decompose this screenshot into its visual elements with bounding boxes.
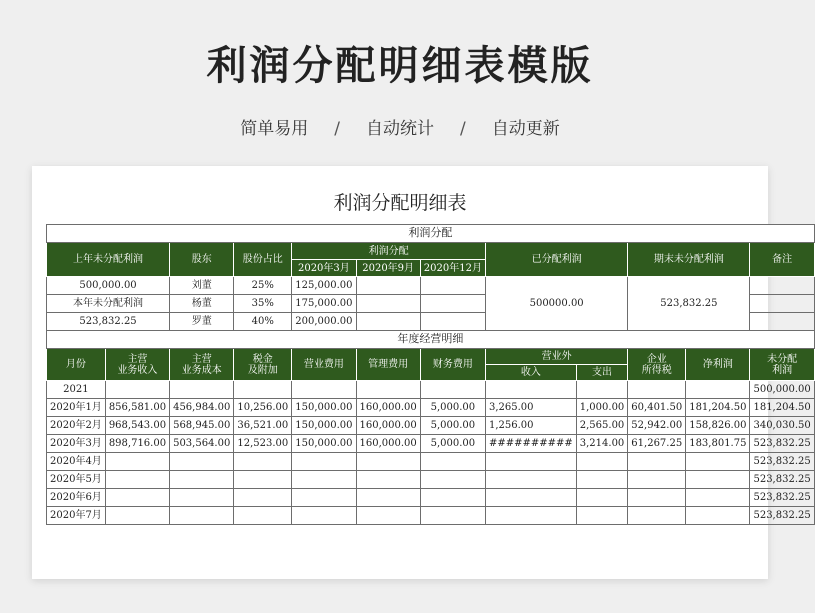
header-prev-undistributed: 上年未分配利润 [47, 243, 170, 277]
header-month: 月份 [47, 349, 106, 381]
month-cell[interactable]: 2020年6月 [47, 489, 106, 507]
table-row [47, 381, 815, 399]
header-month-2: 2020年9月 [356, 260, 420, 277]
feature-auto-update: 自动更新 [491, 119, 560, 139]
shareholder-cell[interactable]: 刘董 [170, 277, 234, 295]
header-undistributed: 未分配 利润 [750, 349, 814, 381]
data-cell[interactable] [686, 381, 750, 399]
data-cell[interactable]: 60,401.50 [628, 399, 686, 417]
data-cell[interactable] [292, 381, 356, 399]
data-cell[interactable] [420, 471, 485, 489]
header-non-op-expense: 支出 [576, 365, 628, 381]
dist-cell[interactable]: 200,000.00 [292, 313, 356, 331]
data-cell[interactable] [420, 489, 485, 507]
current-undistributed-value[interactable]: 523,832.25 [47, 313, 170, 331]
dist-cell[interactable] [420, 313, 485, 331]
month-cell[interactable]: 2020年2月 [47, 417, 106, 435]
data-cell[interactable] [292, 489, 356, 507]
ratio-cell[interactable]: 25% [234, 277, 292, 295]
data-cell[interactable] [576, 453, 628, 471]
feature-easy: 简单易用 [240, 119, 309, 139]
ratio-cell[interactable]: 35% [234, 295, 292, 313]
header-net-profit: 净利润 [686, 349, 750, 381]
data-cell[interactable]: 158,826.00 [686, 417, 750, 435]
data-cell[interactable] [292, 507, 356, 525]
dist-cell[interactable] [420, 295, 485, 313]
data-cell[interactable]: 150,000.00 [292, 399, 356, 417]
table-row [47, 489, 815, 507]
data-cell[interactable] [628, 471, 686, 489]
data-cell[interactable] [356, 453, 420, 471]
data-cell[interactable]: 523,832.25 [750, 471, 814, 489]
data-cell[interactable]: 968,543.00 [105, 417, 169, 435]
data-cell[interactable]: 10,256.00 [234, 399, 292, 417]
data-cell[interactable]: 568,945.00 [170, 417, 234, 435]
data-cell[interactable]: 1,000.00 [576, 399, 628, 417]
separator: / [460, 119, 466, 139]
separator: / [334, 119, 340, 139]
data-cell[interactable]: 12,523.00 [234, 435, 292, 453]
data-cell[interactable] [686, 507, 750, 525]
data-cell[interactable] [234, 471, 292, 489]
data-cell[interactable] [686, 453, 750, 471]
header-shareholder: 股东 [170, 243, 234, 277]
data-cell[interactable] [628, 489, 686, 507]
data-cell[interactable]: 183,801.75 [686, 435, 750, 453]
data-cell[interactable]: 150,000.00 [292, 417, 356, 435]
feature-auto-stats: 自动统计 [366, 119, 434, 139]
header-share-ratio: 股份占比 [234, 243, 292, 277]
remark-cell[interactable] [750, 277, 814, 295]
data-cell[interactable]: 523,832.25 [750, 489, 814, 507]
data-cell[interactable]: 456,984.00 [170, 399, 234, 417]
data-cell[interactable]: 52,942.00 [628, 417, 686, 435]
header-remark: 备注 [750, 243, 814, 277]
data-cell[interactable]: 5,000.00 [420, 417, 485, 435]
data-cell[interactable]: 856,581.00 [105, 399, 169, 417]
data-cell[interactable] [170, 507, 234, 525]
dist-cell[interactable] [356, 295, 420, 313]
month-cell[interactable]: 2020年1月 [47, 399, 106, 417]
header-tax: 税金 及附加 [234, 349, 292, 381]
data-cell[interactable] [105, 471, 169, 489]
data-cell[interactable]: 340,030.50 [750, 417, 814, 435]
data-cell[interactable] [576, 471, 628, 489]
dist-cell[interactable]: 125,000.00 [292, 277, 356, 295]
section-title-operations: 年度经营明细 [47, 331, 815, 349]
dist-cell[interactable] [420, 277, 485, 295]
header-main-cost: 主营 业务成本 [170, 349, 234, 381]
data-cell[interactable] [576, 507, 628, 525]
data-cell[interactable] [356, 471, 420, 489]
data-cell[interactable] [234, 489, 292, 507]
profit-distribution-table [46, 224, 815, 525]
header-distributed: 已分配利润 [485, 243, 627, 277]
header-non-operating: 营业外 [485, 349, 627, 365]
data-cell[interactable]: 150,000.00 [292, 435, 356, 453]
data-cell[interactable] [105, 489, 169, 507]
data-cell[interactable] [628, 381, 686, 399]
data-cell[interactable] [170, 381, 234, 399]
data-cell[interactable] [170, 453, 234, 471]
data-cell[interactable] [170, 489, 234, 507]
header-income-tax: 企业 所得税 [628, 349, 686, 381]
ratio-cell[interactable]: 40% [234, 313, 292, 331]
header-admin-expense: 管理费用 [356, 349, 420, 381]
data-cell[interactable] [485, 471, 576, 489]
data-cell[interactable]: 5,000.00 [420, 435, 485, 453]
dist-cell[interactable] [356, 313, 420, 331]
data-cell[interactable] [420, 507, 485, 525]
month-cell[interactable]: 2021 [47, 381, 106, 399]
current-undistributed-label: 本年未分配利润 [47, 295, 170, 313]
data-cell[interactable] [576, 489, 628, 507]
data-cell[interactable]: ########## [485, 435, 576, 453]
shareholder-cell[interactable]: 罗董 [170, 313, 234, 331]
table-row [47, 417, 815, 435]
data-cell[interactable]: 181,204.50 [686, 399, 750, 417]
table-row [47, 471, 815, 489]
prev-undistributed-value[interactable]: 500,000.00 [47, 277, 170, 295]
data-cell[interactable]: 1,256.00 [485, 417, 576, 435]
data-cell[interactable] [628, 453, 686, 471]
data-cell[interactable]: 2,565.00 [576, 417, 628, 435]
end-undistributed-value[interactable]: 523,832.25 [628, 277, 750, 331]
dist-cell[interactable]: 175,000.00 [292, 295, 356, 313]
data-cell[interactable] [292, 453, 356, 471]
data-cell[interactable] [576, 381, 628, 399]
header-non-op-income: 收入 [485, 365, 576, 381]
data-cell[interactable] [105, 381, 169, 399]
shareholder-cell[interactable]: 杨董 [170, 295, 234, 313]
data-cell[interactable] [420, 453, 485, 471]
data-cell[interactable]: 5,000.00 [420, 399, 485, 417]
data-cell[interactable] [170, 471, 234, 489]
data-cell[interactable]: 523,832.25 [750, 435, 814, 453]
data-cell[interactable] [485, 381, 576, 399]
data-cell[interactable] [356, 507, 420, 525]
table-row [47, 453, 815, 471]
data-cell[interactable] [485, 453, 576, 471]
month-cell[interactable]: 2020年4月 [47, 453, 106, 471]
data-cell[interactable] [420, 381, 485, 399]
data-cell[interactable]: 523,832.25 [750, 453, 814, 471]
data-cell[interactable] [356, 381, 420, 399]
spreadsheet-card [32, 166, 811, 579]
month-cell[interactable]: 2020年3月 [47, 435, 106, 453]
header-month-3: 2020年12月 [420, 260, 485, 277]
data-cell[interactable] [485, 507, 576, 525]
data-cell[interactable] [356, 489, 420, 507]
feature-tagline [0, 114, 800, 139]
data-cell[interactable]: 160,000.00 [356, 417, 420, 435]
remark-cell[interactable] [750, 313, 814, 331]
data-cell[interactable] [105, 507, 169, 525]
data-cell[interactable] [628, 507, 686, 525]
table-row [47, 399, 815, 417]
month-cell[interactable]: 2020年7月 [47, 507, 106, 525]
remark-cell[interactable] [750, 295, 814, 313]
data-cell[interactable]: 160,000.00 [356, 435, 420, 453]
header-sales-expense: 营业费用 [292, 349, 356, 381]
data-cell[interactable]: 36,521.00 [234, 417, 292, 435]
data-cell[interactable] [292, 471, 356, 489]
data-cell[interactable]: 181,204.50 [750, 399, 814, 417]
month-cell[interactable]: 2020年5月 [47, 471, 106, 489]
data-cell[interactable] [686, 489, 750, 507]
data-cell[interactable]: 898,716.00 [105, 435, 169, 453]
header-distribution: 利润分配 [292, 243, 486, 260]
header-main-revenue: 主营 业务收入 [105, 349, 169, 381]
table-row [47, 435, 815, 453]
data-cell[interactable] [234, 453, 292, 471]
data-cell[interactable]: 503,564.00 [170, 435, 234, 453]
sheet-title: 利润分配明细表 [333, 192, 467, 214]
data-cell[interactable] [234, 507, 292, 525]
header-month-1: 2020年3月 [292, 260, 356, 277]
data-cell[interactable]: 3,214.00 [576, 435, 628, 453]
data-cell[interactable]: 160,000.00 [356, 399, 420, 417]
data-cell[interactable] [234, 381, 292, 399]
data-cell[interactable]: 523,832.25 [750, 507, 814, 525]
header-finance-expense: 财务费用 [420, 349, 485, 381]
data-cell[interactable] [485, 489, 576, 507]
distributed-value[interactable]: 500000.00 [485, 277, 627, 331]
dist-cell[interactable] [356, 277, 420, 295]
data-cell[interactable] [105, 453, 169, 471]
data-cell[interactable] [686, 471, 750, 489]
section-title-profit: 利润分配 [47, 225, 815, 243]
page-title: 利润分配明细表模版 [206, 43, 594, 89]
header-end-undistributed: 期末未分配利润 [628, 243, 750, 277]
data-cell[interactable]: 61,267.25 [628, 435, 686, 453]
table-row [47, 507, 815, 525]
data-cell[interactable]: 500,000.00 [750, 381, 814, 399]
data-cell[interactable]: 3,265.00 [485, 399, 576, 417]
